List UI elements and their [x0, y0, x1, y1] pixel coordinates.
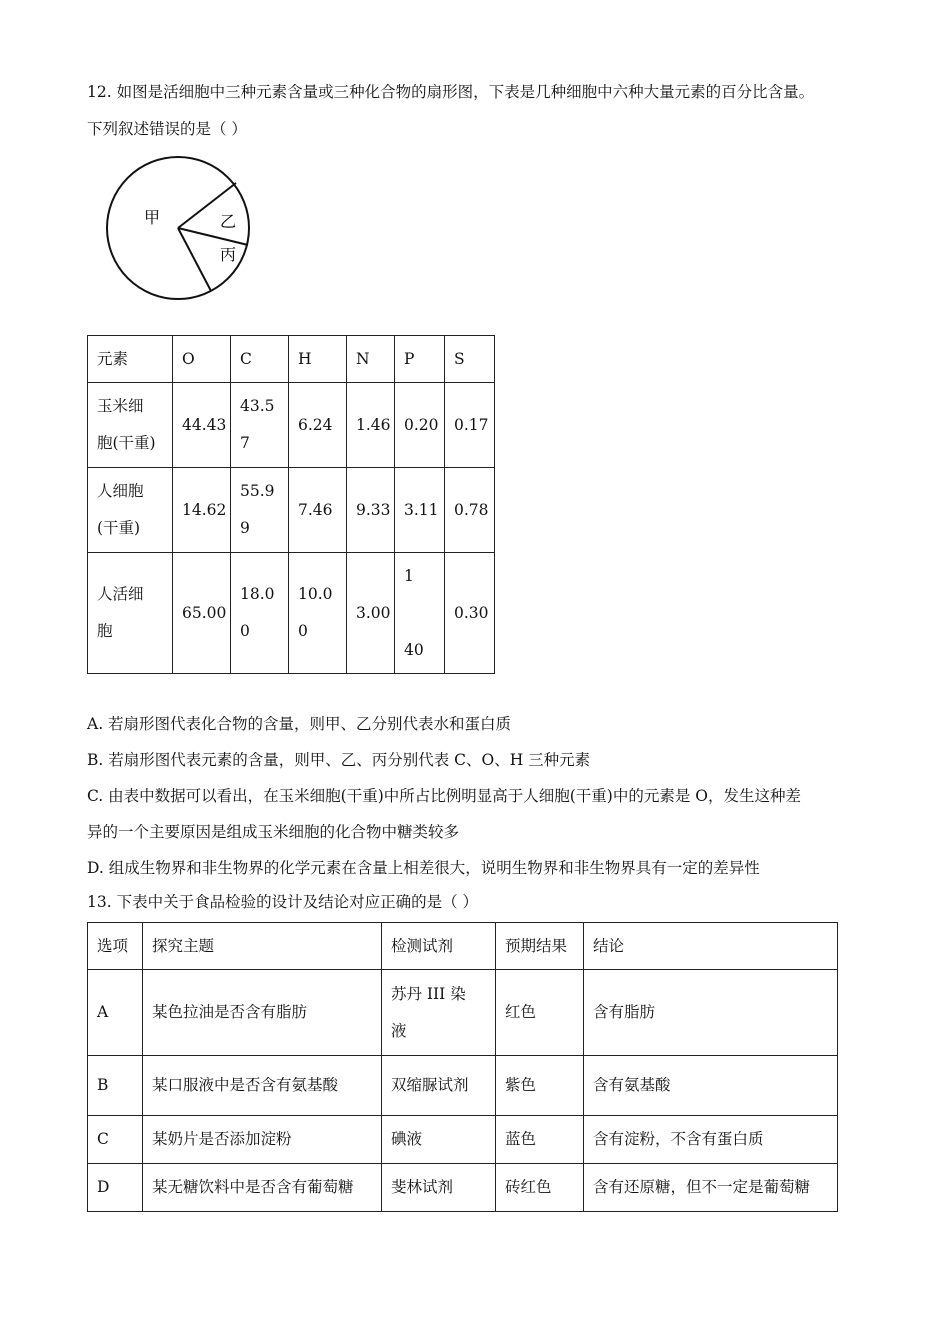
label-bing: 丙 [220, 245, 237, 264]
header-cell: 结论 [584, 923, 838, 970]
header-cell: O [173, 336, 231, 383]
cell-s: 0.30 [445, 553, 495, 674]
cell-n: 9.33 [347, 468, 395, 553]
cell-reagent: 斐林试剂 [382, 1164, 496, 1212]
q13-stem: 13. 下表中关于食品检验的设计及结论对应正确的是（ ） [87, 893, 479, 911]
cell-result: 蓝色 [496, 1116, 584, 1164]
cell-c: 43.5 7 [231, 383, 289, 468]
cell-c: 18.0 0 [231, 553, 289, 674]
cell-result: 砖红色 [496, 1164, 584, 1212]
cell-conclusion: 含有脂肪 [584, 970, 838, 1056]
cell-s: 0.17 [445, 383, 495, 468]
q12-option-d: D. 组成生物界和非生物界的化学元素在含量上相差很大，说明生物界和非生物界具有一定的差异性 [87, 859, 760, 877]
cell-conclusion: 含有还原糖，但不一定是葡萄糖 [584, 1164, 838, 1212]
cell-o: 14.62 [173, 468, 231, 553]
label-yi: 乙 [220, 212, 237, 231]
table-header-row [88, 923, 838, 970]
sector-line-3 [178, 228, 211, 291]
cell-option: D [88, 1164, 143, 1212]
cell-reagent: 碘液 [382, 1116, 496, 1164]
table-row [88, 553, 495, 674]
cell-topic: 某奶片是否添加淀粉 [143, 1116, 382, 1164]
table-row [88, 1164, 838, 1212]
cell-c: 55.9 9 [231, 468, 289, 553]
cell-option: A [88, 970, 143, 1056]
cell-option: C [88, 1116, 143, 1164]
header-cell: N [347, 336, 395, 383]
header-cell: 选项 [88, 923, 143, 970]
cell-p: 3.11 [395, 468, 445, 553]
q12-option-c-line1: C. 由表中数据可以看出，在玉米细胞(干重)中所占比例明显高于人细胞(干重)中的元素是 O，发生这种差 [87, 787, 801, 805]
cell-h: 6.24 [289, 383, 347, 468]
cell-n: 3.00 [347, 553, 395, 674]
table-row [88, 1116, 838, 1164]
table-row [88, 383, 495, 468]
food-test-table [87, 922, 838, 1212]
row-name-cell: 人活细 胞 [88, 553, 173, 674]
row-name-cell: 玉米细 胞(干重) [88, 383, 173, 468]
cell-o: 44.43 [173, 383, 231, 468]
cell-topic: 某口服液中是否含有氨基酸 [143, 1056, 382, 1116]
header-cell: C [231, 336, 289, 383]
cell-reagent: 双缩脲试剂 [382, 1056, 496, 1116]
cell-h: 7.46 [289, 468, 347, 553]
cell-p: 1 40 [395, 553, 445, 674]
header-cell: S [445, 336, 495, 383]
row-name-cell: 人细胞 (干重) [88, 468, 173, 553]
q12-option-b: B. 若扇形图代表元素的含量，则甲、乙、丙分别代表 C、O、H 三种元素 [87, 751, 591, 769]
table-row [88, 468, 495, 553]
cell-p: 0.20 [395, 383, 445, 468]
table-header-row [88, 336, 495, 383]
header-cell: P [395, 336, 445, 383]
label-jia: 甲 [144, 208, 161, 227]
cell-topic: 某色拉油是否含有脂肪 [143, 970, 382, 1056]
q12-stem-line1: 12. 如图是活细胞中三种元素含量或三种化合物的扇形图，下表是几种细胞中六种大量元素的百分比含量。 [87, 83, 815, 101]
sector-diagram [100, 150, 260, 310]
header-cell: 检测试剂 [382, 923, 496, 970]
cell-s: 0.78 [445, 468, 495, 553]
element-content-table [87, 335, 495, 674]
cell-reagent: 苏丹 III 染 液 [382, 970, 496, 1056]
header-cell: 预期结果 [496, 923, 584, 970]
cell-n: 1.46 [347, 383, 395, 468]
cell-result: 紫色 [496, 1056, 584, 1116]
q12-option-a: A. 若扇形图代表化合物的含量，则甲、乙分别代表水和蛋白质 [87, 715, 512, 733]
cell-result: 红色 [496, 970, 584, 1056]
table-row [88, 1056, 838, 1116]
cell-topic: 某无糖饮料中是否含有葡萄糖 [143, 1164, 382, 1212]
q12-stem-line2: 下列叙述错误的是（ ） [87, 120, 247, 138]
header-cell: H [289, 336, 347, 383]
table-row [88, 970, 838, 1056]
header-cell: 元素 [88, 336, 173, 383]
cell-conclusion: 含有氨基酸 [584, 1056, 838, 1116]
cell-option: B [88, 1056, 143, 1116]
cell-conclusion: 含有淀粉，不含有蛋白质 [584, 1116, 838, 1164]
q12-option-c-line2: 异的一个主要原因是组成玉米细胞的化合物中糖类较多 [87, 823, 460, 841]
header-cell: 探究主题 [143, 923, 382, 970]
cell-h: 10.0 0 [289, 553, 347, 674]
cell-o: 65.00 [173, 553, 231, 674]
sector-line-2 [178, 228, 248, 245]
